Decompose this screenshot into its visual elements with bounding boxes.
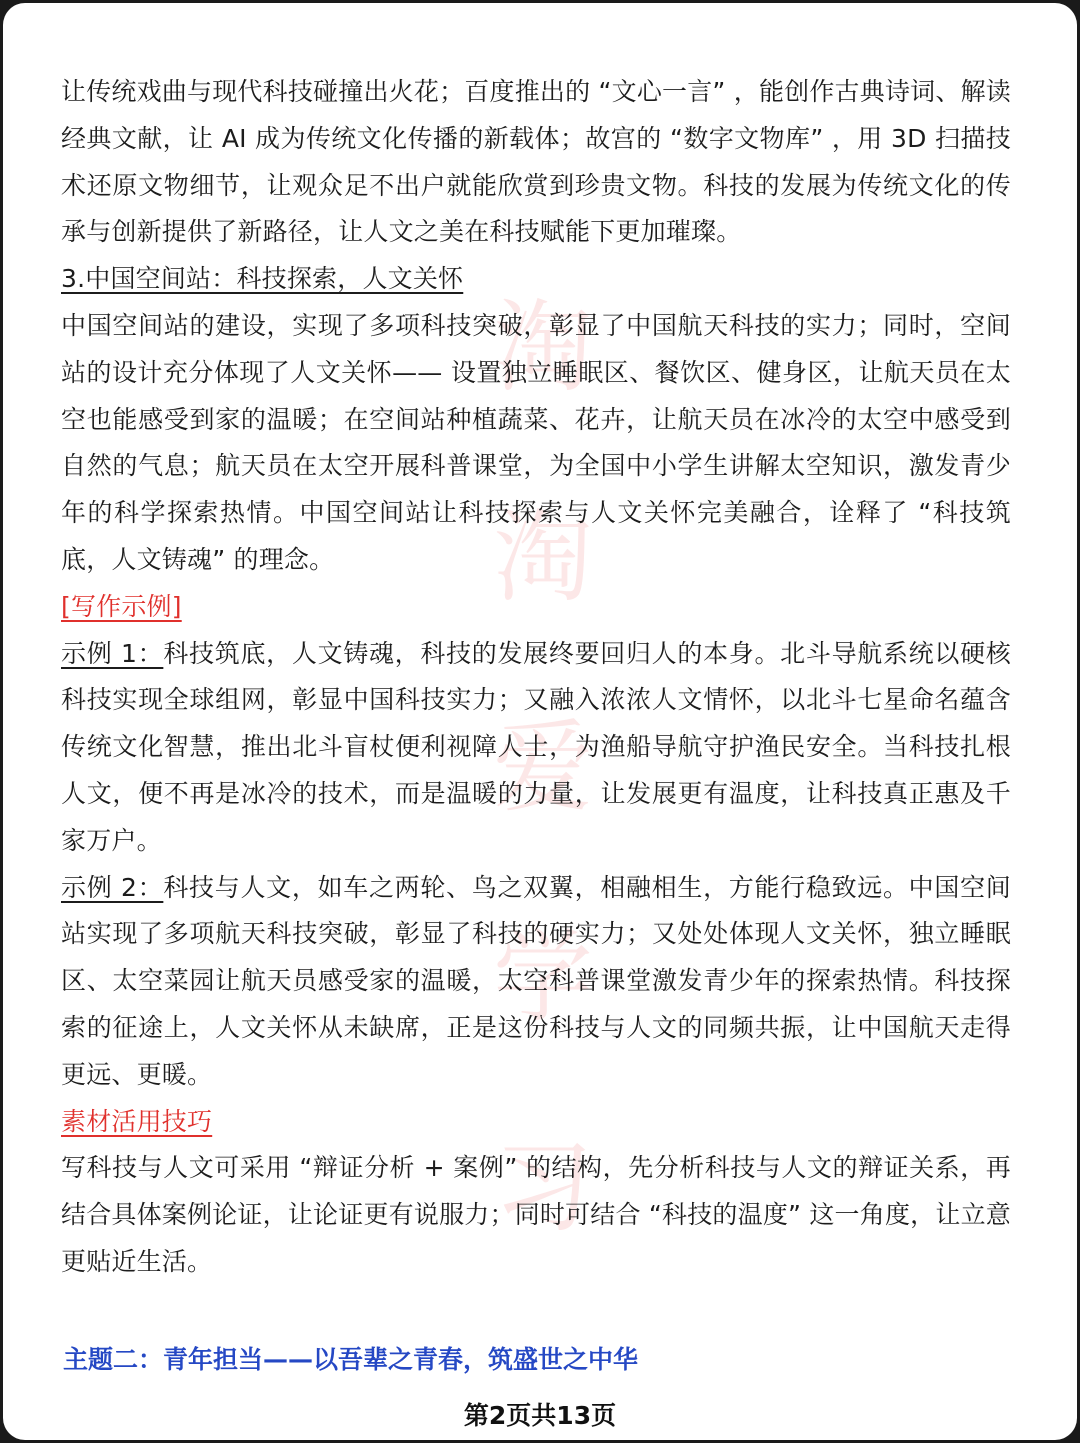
document-page [3,3,1077,1440]
document-body [61,69,1011,1286]
page-number: 第2页共13页 [463,1401,617,1430]
section3-heading-text: 3.中国空间站：科技探索，人文关怀 [61,264,464,294]
watermark-char: 学 [493,919,593,1036]
example2-body: 科技与人文，如车之两轮、鸟之双翼，相融相生，方能行稳致远。中国空间站实现了多项航天科技突破，彰显了科技的硬实力；又处处体现人文关怀，独立睡眠区、太空菜园让航天员感受家的温暖，太空科普课堂激发青少年的探索热情。科技探索的征途上，人文关怀从未缺席，正是这份科技与人文的同频共振，让中国航天走得更远、更暖。 [61,872,1011,1089]
watermark-char: 习 [493,1129,593,1246]
theme2-heading: 主题二：青年担当——以吾辈之青春，筑盛世之中华 [63,1345,639,1374]
example1-paragraph [61,631,1011,865]
tips-heading [61,1099,1011,1146]
section3-paragraph: 中国空间站的建设，实现了多项科技突破，彰显了中国航天科技的实力；同时，空间站的设计充分体现了人文关怀—— 设置独立睡眠区、餐饮区、健身区，让航天员在太空也能感受到家的温暖；在空间站种植蔬菜、花卉，让航天员在冰冷的太空中感受到自然的气息；航天员在太空开展科普课堂，为全国中小学生讲解太空知识，激发青少年的科学探索热情。中国空间站让科技探索与人文关怀完美融合，诠释了 “科技筑底，人文铸魂” 的理念。 [61,310,1011,574]
example2-label: 示例 2： [61,872,164,902]
example1-label: 示例 1： [61,638,164,668]
example2-paragraph [61,865,1011,1099]
writing-examples-heading [61,584,1011,631]
watermark-char: 爱 [493,709,593,826]
watermark-char: 淘 [493,499,593,616]
watermark-char: 淘 [493,289,593,406]
tips-paragraph: 写科技与人文可采用 “辩证分析 + 案例” 的结构，先分析科技与人文的辩证关系，再结合具体案例论证，让论证更有说服力；同时可结合 “科技的温度” 这一角度，让立意更贴近生活。 [61,1153,1011,1276]
section3-heading [61,256,1011,303]
writing-examples-heading-text: [写作示例] [61,591,182,621]
example1-body: 科技筑底，人文铸魂，科技的发展终要回归人的本身。北斗导航系统以硬核科技实现全球组网，彰显中国科技实力；又融入浓浓人文情怀，以北斗七星命名蕴含传统文化智慧，推出北斗盲杖便利视障人士，为渔船导航守护渔民安全。当科技扎根人文，便不再是冰冷的技术，而是温暖的力量，让发展更有温度，让科技真正惠及千家万户。 [61,638,1011,855]
intro-paragraph: 让传统戏曲与现代科技碰撞出火花；百度推出的 “文心一言” ，能创作古典诗词、解读经典文献，让 AI 成为传统文化传播的新载体；故宫的 “数字文物库” ，用 3D 扫描技术还原文物细节，让观众足不出户就能欣赏到珍贵文物。科技的发展为传统文化的传承与创新提供了新路径，让人文之美在科技赋能下更加璀璨。 [61,77,1011,247]
tips-heading-text: 素材活用技巧 [61,1106,213,1136]
